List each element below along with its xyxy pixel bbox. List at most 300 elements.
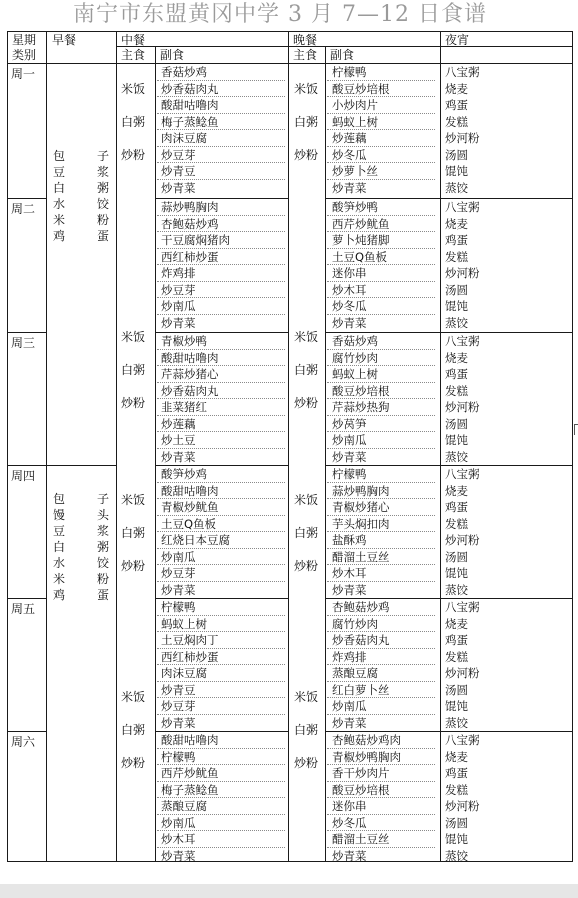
- row-divider: [157, 431, 285, 432]
- dinner-side-item: 迷你串: [332, 799, 367, 813]
- row-divider: [157, 215, 285, 216]
- night-snack-item: 鸡蛋: [445, 367, 468, 381]
- dinner-side-item: 酸豆炒培根: [332, 383, 390, 398]
- night-snack-item: 炒河粉: [445, 266, 480, 280]
- row-divider: [327, 515, 435, 516]
- row-divider: [157, 382, 285, 383]
- dinner-side-item: 芹蒜炒热狗: [332, 400, 390, 414]
- breakfast-item-left: 豆: [53, 165, 66, 179]
- lunch-side-item: 酸甜咕噜肉: [161, 350, 219, 365]
- lunch-side-item: 炒青菜: [161, 582, 196, 597]
- lunch-side-item: 酸甜咕噜肉: [161, 733, 219, 747]
- day-separator: [155, 198, 288, 199]
- lunch-side-item: 青椒炒鸭: [161, 334, 207, 348]
- row-divider: [157, 179, 285, 180]
- breakfast-item-left: 白: [53, 540, 66, 554]
- row-divider: [327, 231, 435, 232]
- dinner-side-item: 蒜炒鸭胸肉: [332, 483, 390, 498]
- row-divider: [327, 814, 435, 815]
- row-divider: [157, 297, 285, 298]
- lunch-side-item: 韭菜猪红: [161, 400, 207, 414]
- row-divider: [327, 314, 435, 315]
- dinner-staple-item: 炒粉: [294, 148, 319, 162]
- column-divider: [288, 31, 289, 861]
- dinner-staple-item: 白粥: [294, 526, 319, 540]
- breakfast-item-left: 包: [53, 149, 66, 163]
- night-snack-item: 鸡蛋: [445, 98, 468, 112]
- weekday-header: 星期: [12, 33, 37, 47]
- row-divider: [157, 248, 285, 249]
- lunch-side-item: 干豆腐焖猪肉: [161, 233, 230, 247]
- dinner-staple-item: 炒粉: [294, 559, 319, 573]
- night-snack-item: 八宝粥: [445, 600, 480, 614]
- day-separator: [7, 731, 46, 732]
- row-divider: [327, 664, 435, 665]
- breakfast-item-right: 头: [97, 508, 110, 522]
- row-divider: [327, 80, 435, 81]
- dinner-side-item: 炒南瓜: [332, 433, 367, 447]
- row-divider: [157, 398, 285, 399]
- category-header: 类别: [12, 48, 37, 62]
- night-snack-item: 八宝粥: [445, 334, 480, 348]
- row-divider: [157, 664, 285, 665]
- day-separator: [155, 731, 288, 732]
- subheader-line: [116, 46, 572, 47]
- dinner-side-item: 炒青菜: [332, 582, 367, 597]
- dinner-side-item: 柠檬鸭: [332, 467, 367, 481]
- dinner-side-item: 蚂蚁上树: [332, 114, 378, 129]
- row-divider: [157, 113, 285, 114]
- dinner-side-item: 炒青菜: [332, 449, 367, 464]
- row-divider: [157, 365, 285, 366]
- night-snack-item: 烧麦: [445, 483, 468, 498]
- dinner-staple-item: 白粥: [294, 363, 319, 377]
- row-divider: [327, 847, 435, 848]
- dinner-staple-item: 炒粉: [294, 396, 319, 410]
- row-divider: [327, 281, 435, 282]
- row-divider: [327, 129, 435, 130]
- night-snack-item: 馄饨: [445, 299, 468, 313]
- row-divider: [327, 615, 435, 616]
- row-divider: [327, 581, 435, 582]
- row-divider: [157, 314, 285, 315]
- row-divider: [157, 581, 285, 582]
- row-divider: [327, 382, 435, 383]
- day-separator: [325, 731, 572, 732]
- breakfast-item-right: 蛋: [97, 588, 110, 602]
- row-divider: [327, 365, 435, 366]
- row-divider: [157, 697, 285, 698]
- night-snack-item: 炒河粉: [445, 400, 480, 414]
- column-divider: [46, 31, 47, 861]
- lunch-side-item: 炒香菇肉丸: [161, 383, 219, 398]
- breakfast-item-left: 米: [53, 213, 66, 227]
- night-snack-header: 夜宵: [445, 33, 470, 47]
- dinner-side-item: 芋头焖扣肉: [332, 516, 390, 531]
- night-snack-item: 烧麦: [445, 749, 468, 764]
- dinner-side-item: 炒木耳: [332, 282, 367, 297]
- row-divider: [157, 764, 285, 765]
- row-divider: [157, 564, 285, 565]
- lunch-side-item: 肉沫豆腐: [161, 666, 207, 680]
- breakfast-item-right: 浆: [97, 524, 110, 538]
- night-snack-item: 烧麦: [445, 616, 468, 631]
- row-divider: [157, 681, 285, 682]
- lunch-staple-item: 米饭: [121, 330, 146, 344]
- lunch-side-item: 酸甜咕噜肉: [161, 98, 219, 112]
- lunch-side-item: 肉沫豆腐: [161, 131, 207, 145]
- dinner-side-item: 炒冬瓜: [332, 815, 367, 830]
- row-divider: [327, 431, 435, 432]
- row-divider: [327, 830, 435, 831]
- lunch-staple-item: 炒粉: [121, 559, 146, 573]
- dinner-side-item: 炒南瓜: [332, 699, 367, 713]
- row-divider: [157, 264, 285, 265]
- lunch-side-item: 炒青豆: [161, 164, 196, 178]
- night-snack-item: 炒河粉: [445, 666, 480, 680]
- row-divider: [327, 764, 435, 765]
- row-divider: [157, 448, 285, 449]
- lunch-side-item: 梅子蒸鲶鱼: [161, 114, 219, 129]
- night-snack-item: 发糕: [445, 516, 468, 531]
- row-divider: [327, 162, 435, 163]
- night-snack-item: 发糕: [445, 383, 468, 398]
- dinner-side-item: 醋溜土豆丝: [332, 549, 390, 564]
- lunch-side-item: 炒青菜: [161, 449, 196, 464]
- row-divider: [327, 648, 435, 649]
- row-divider: [327, 179, 435, 180]
- dinner-side-item: 杏鲍菇炒鸡: [332, 600, 390, 614]
- breakfast-group-separator: [46, 465, 116, 466]
- lunch-side-item: 青椒炒鱿鱼: [161, 500, 219, 514]
- night-snack-item: 八宝粥: [445, 65, 480, 79]
- weekday-label: 周四: [11, 469, 36, 483]
- lunch-staple-item: 米饭: [121, 82, 146, 96]
- night-snack-item: 炒河粉: [445, 799, 480, 813]
- night-snack-item: 汤圆: [445, 416, 468, 431]
- lunch-side-item: 西芹炒鱿鱼: [161, 766, 219, 780]
- dinner-side-item: 香菇炒鸡: [332, 334, 378, 348]
- lunch-side-item: 炒豆芽: [161, 566, 196, 580]
- dinner-side-item: 盐酥鸡: [332, 533, 367, 547]
- row-divider: [327, 714, 435, 715]
- dinner-staple-item: 白粥: [294, 723, 319, 737]
- dinner-staple-item: 炒粉: [294, 756, 319, 770]
- day-separator: [325, 332, 572, 333]
- dinner-side-item: 炒萝卜丝: [332, 164, 378, 178]
- dinner-staple-item: 白粥: [294, 115, 319, 129]
- lunch-side-item: 炒香菇肉丸: [161, 81, 219, 96]
- night-snack-item: 鸡蛋: [445, 766, 468, 780]
- lunch-side-item: 炒南瓜: [161, 549, 196, 564]
- lunch-staple-header: 主食: [121, 48, 146, 62]
- dinner-side-item: 酸笋炒鸭: [332, 200, 378, 214]
- row-divider: [157, 349, 285, 350]
- night-snack-item: 八宝粥: [445, 733, 480, 747]
- breakfast-item-right: 粥: [97, 181, 110, 195]
- dinner-staple-header: 主食: [293, 48, 318, 62]
- night-snack-item: 炒河粉: [445, 131, 480, 145]
- lunch-side-item: 炒莲藕: [161, 416, 196, 431]
- lunch-side-item: 红烧日本豆腐: [161, 533, 230, 547]
- dinner-staple-item: 米饭: [294, 690, 319, 704]
- night-snack-item: 发糕: [445, 782, 468, 797]
- row-divider: [157, 781, 285, 782]
- night-snack-item: 蒸饺: [445, 582, 468, 597]
- row-divider: [157, 615, 285, 616]
- lunch-staple-item: 白粥: [121, 363, 146, 377]
- row-divider: [157, 482, 285, 483]
- row-divider: [327, 448, 435, 449]
- lunch-side-item: 香菇炒鸡: [161, 65, 207, 79]
- lunch-staple-item: 炒粉: [121, 396, 146, 410]
- night-snack-item: 烧麦: [445, 216, 468, 231]
- night-snack-item: 八宝粥: [445, 467, 480, 481]
- dinner-side-item: 腐竹炒肉: [332, 350, 378, 365]
- row-divider: [327, 498, 435, 499]
- lunch-side-item: 酸笋炒鸡: [161, 467, 207, 481]
- row-divider: [327, 482, 435, 483]
- weekday-label: 周六: [11, 735, 36, 749]
- night-snack-item: 八宝粥: [445, 200, 480, 214]
- breakfast-header: 早餐: [52, 33, 77, 47]
- row-divider: [157, 714, 285, 715]
- lunch-side-item: 炒南瓜: [161, 299, 196, 313]
- dinner-header: 晚餐: [293, 33, 318, 47]
- lunch-staple-item: 米饭: [121, 690, 146, 704]
- lunch-staple-item: 白粥: [121, 115, 146, 129]
- dinner-side-item: 青椒炒鸭胸肉: [332, 749, 401, 764]
- row-divider: [157, 814, 285, 815]
- dinner-side-item: 炸鸡排: [332, 649, 367, 664]
- row-divider: [157, 548, 285, 549]
- lunch-side-item: 炒青菜: [161, 848, 196, 863]
- dinner-side-item: 杏鲍菇炒鸡肉: [332, 733, 401, 747]
- dinner-side-item: 炒木耳: [332, 566, 367, 580]
- lunch-header: 中餐: [121, 33, 146, 47]
- weekday-label: 周三: [11, 336, 36, 350]
- lunch-staple-item: 白粥: [121, 526, 146, 540]
- row-divider: [327, 96, 435, 97]
- dinner-side-item: 香干炒肉片: [332, 766, 390, 780]
- night-snack-item: 汤圆: [445, 549, 468, 564]
- row-divider: [327, 531, 435, 532]
- dinner-side-item: 酸豆炒培根: [332, 81, 390, 96]
- row-divider: [157, 162, 285, 163]
- row-divider: [327, 297, 435, 298]
- breakfast-item-left: 米: [53, 572, 66, 586]
- dinner-staple-item: 米饭: [294, 493, 319, 507]
- dinner-side-item: 酸豆炒培根: [332, 782, 390, 797]
- column-divider: [440, 31, 441, 861]
- dinner-staple-item: 米饭: [294, 82, 319, 96]
- dinner-side-item: 腐竹炒肉: [332, 616, 378, 631]
- row-divider: [327, 415, 435, 416]
- row-divider: [327, 349, 435, 350]
- row-divider: [157, 80, 285, 81]
- day-separator: [325, 598, 572, 599]
- dinner-side-item: 炒冬瓜: [332, 299, 367, 313]
- night-snack-item: 蒸饺: [445, 315, 468, 330]
- dinner-side-item: 西芹炒鱿鱼: [332, 216, 390, 231]
- day-separator: [7, 465, 46, 466]
- night-snack-item: 汤圆: [445, 815, 468, 830]
- night-snack-item: 烧麦: [445, 350, 468, 365]
- breakfast-item-left: 馒: [53, 508, 66, 522]
- row-divider: [157, 631, 285, 632]
- night-snack-item: 馄饨: [445, 164, 468, 178]
- row-divider: [157, 231, 285, 232]
- weekday-label: 周二: [11, 202, 36, 216]
- dinner-side-item: 炒香菇肉丸: [332, 633, 390, 647]
- row-divider: [327, 398, 435, 399]
- lunch-side-item: 炒豆芽: [161, 699, 196, 713]
- breakfast-item-left: 鸡: [53, 229, 66, 243]
- breakfast-item-right: 浆: [97, 165, 110, 179]
- night-snack-item: 馄饨: [445, 832, 468, 846]
- lunch-staple-item: 米饭: [121, 493, 146, 507]
- breakfast-item-right: 饺: [97, 197, 110, 211]
- weekday-label: 周五: [11, 602, 36, 616]
- breakfast-item-right: 蛋: [97, 229, 110, 243]
- lunch-side-item: 炒青豆: [161, 682, 196, 697]
- dinner-side-header: 副食: [330, 48, 355, 62]
- row-divider: [327, 146, 435, 147]
- dinner-side-item: 迷你串: [332, 266, 367, 280]
- lunch-side-item: 蒜炒鸭胸肉: [161, 200, 219, 214]
- dinner-side-item: 柠檬鸭: [332, 65, 367, 79]
- row-divider: [157, 847, 285, 848]
- dinner-side-item: 炒冬瓜: [332, 147, 367, 162]
- row-divider: [327, 564, 435, 565]
- dinner-side-item: 炒青菜: [332, 848, 367, 863]
- row-divider: [327, 697, 435, 698]
- day-separator: [155, 465, 288, 466]
- lunch-side-item: 炸鸡排: [161, 266, 196, 280]
- breakfast-item-left: 水: [53, 197, 66, 211]
- dinner-side-item: 青椒炒猪心: [332, 500, 390, 514]
- dinner-side-item: 蚂蚁上树: [332, 367, 378, 381]
- lunch-side-item: 炒豆芽: [161, 147, 196, 162]
- row-divider: [157, 415, 285, 416]
- night-snack-item: 蒸饺: [445, 449, 468, 464]
- page-corner-mark: [574, 424, 578, 435]
- day-separator: [7, 198, 46, 199]
- row-divider: [157, 648, 285, 649]
- night-snack-item: 蒸饺: [445, 848, 468, 863]
- dinner-side-item: 萝卜炖猪脚: [332, 233, 390, 247]
- lunch-side-item: 蚂蚁上树: [161, 616, 207, 631]
- day-separator: [155, 598, 288, 599]
- table-border-left: [7, 31, 8, 861]
- lunch-side-item: 炒青菜: [161, 180, 196, 195]
- lunch-side-item: 柠檬鸭: [161, 749, 196, 764]
- row-divider: [327, 248, 435, 249]
- column-divider: [116, 31, 117, 861]
- lunch-staple-item: 白粥: [121, 723, 146, 737]
- row-divider: [327, 681, 435, 682]
- row-divider: [157, 531, 285, 532]
- row-divider: [157, 498, 285, 499]
- night-snack-item: 鸡蛋: [445, 500, 468, 514]
- row-divider: [157, 748, 285, 749]
- day-separator: [7, 332, 46, 333]
- lunch-side-item: 蒸酿豆腐: [161, 799, 207, 813]
- lunch-side-item: 梅子蒸鲶鱼: [161, 782, 219, 797]
- breakfast-item-left: 水: [53, 556, 66, 570]
- row-divider: [327, 215, 435, 216]
- bottom-scroll-bar[interactable]: [0, 884, 578, 898]
- header-bottom-line: [7, 63, 572, 64]
- staple-side-divider-dinner: [325, 46, 326, 861]
- night-snack-item: 汤圆: [445, 147, 468, 162]
- dinner-staple-item: 米饭: [294, 330, 319, 344]
- night-snack-item: 炒河粉: [445, 533, 480, 547]
- row-divider: [327, 797, 435, 798]
- lunch-side-item: 土豆Q鱼板: [161, 516, 217, 531]
- row-divider: [327, 748, 435, 749]
- lunch-side-item: 杏鲍菇炒鸡: [161, 216, 219, 231]
- night-snack-item: 馄饨: [445, 699, 468, 713]
- day-separator: [155, 332, 288, 333]
- row-divider: [327, 781, 435, 782]
- row-divider: [157, 797, 285, 798]
- weekday-label: 周一: [11, 67, 36, 81]
- dinner-side-item: 炒青菜: [332, 315, 367, 330]
- lunch-side-item: 炒木耳: [161, 832, 196, 846]
- lunch-side-item: 炒青菜: [161, 715, 196, 730]
- dinner-side-item: 土豆Q鱼板: [332, 249, 388, 264]
- row-divider: [327, 264, 435, 265]
- dinner-side-item: 炒青菜: [332, 180, 367, 195]
- dinner-side-item: 蒸酿豆腐: [332, 666, 378, 680]
- dinner-side-item: 炒莴笋: [332, 416, 367, 431]
- lunch-side-item: 炒豆芽: [161, 282, 196, 297]
- night-snack-item: 汤圆: [445, 282, 468, 297]
- lunch-side-item: 西红柿炒蛋: [161, 649, 219, 664]
- staple-side-divider-lunch: [155, 46, 156, 861]
- lunch-side-item: 土豆焖肉丁: [161, 633, 219, 647]
- night-snack-item: 鸡蛋: [445, 233, 468, 247]
- lunch-staple-item: 炒粉: [121, 148, 146, 162]
- breakfast-item-right: 粉: [97, 572, 110, 586]
- row-divider: [157, 96, 285, 97]
- day-separator: [325, 465, 572, 466]
- table-border-top: [7, 31, 572, 32]
- lunch-side-item: 芹蒜炒猪心: [161, 367, 219, 381]
- lunch-side-header: 副食: [160, 48, 185, 62]
- breakfast-item-right: 子: [97, 492, 110, 506]
- night-snack-item: 发糕: [445, 249, 468, 264]
- row-divider: [327, 631, 435, 632]
- dinner-side-item: 红白萝卜丝: [332, 682, 390, 697]
- dinner-side-item: 炒莲藕: [332, 131, 367, 145]
- row-divider: [157, 515, 285, 516]
- lunch-side-item: 酸甜咕噜肉: [161, 483, 219, 498]
- night-snack-item: 鸡蛋: [445, 633, 468, 647]
- breakfast-item-left: 白: [53, 181, 66, 195]
- night-snack-item: 蒸饺: [445, 715, 468, 730]
- row-divider: [157, 281, 285, 282]
- row-divider: [157, 830, 285, 831]
- row-divider: [157, 146, 285, 147]
- breakfast-item-left: 豆: [53, 524, 66, 538]
- lunch-side-item: 炒南瓜: [161, 815, 196, 830]
- lunch-side-item: 炒土豆: [161, 433, 196, 447]
- dinner-side-item: 小炒肉片: [332, 98, 378, 112]
- page-title: 南宁市东盟黄冈中学 3 月 7—12 日食谱: [73, 2, 487, 27]
- row-divider: [157, 129, 285, 130]
